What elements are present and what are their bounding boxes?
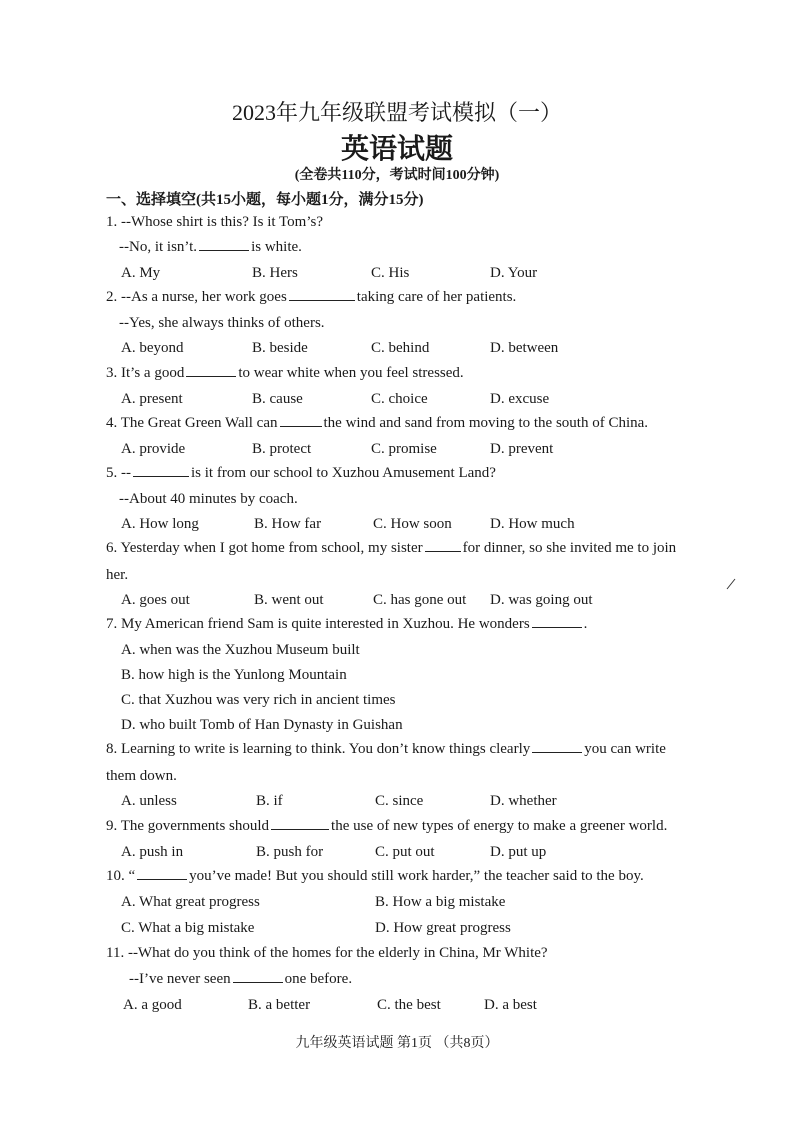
- q10-option-d: D. How great progress: [375, 920, 511, 936]
- q7-option-c: C. that Xuzhou was very rich in ancient times: [121, 692, 396, 708]
- q2-option-d: D. between: [490, 340, 559, 356]
- exam-info: (全卷共110分，考试时间100分钟): [294, 168, 500, 183]
- q1-option-d: D. Your: [490, 265, 538, 281]
- q5-option-c: C. How soon: [373, 516, 452, 532]
- question-8-stem: 8. Learning to write is learning to think. You don’t know things clearly you can write: [106, 741, 666, 757]
- question-10-stem: 10. “ you’ve made! But you should still work harder,” the teacher said to the boy.: [106, 868, 644, 884]
- q7-option-d: D. who built Tomb of Han Dynasty in Guishan: [121, 717, 403, 733]
- q7-option-a: A. when was the Xuzhou Museum built: [121, 642, 360, 658]
- q3-option-b: B. cause: [252, 391, 303, 407]
- question-11-stem: 11. --What do you think of the homes for the elderly in China, Mr White?: [106, 945, 548, 961]
- question-6-stem-cont: her.: [106, 567, 129, 583]
- question-5-stem: 5. -- is it from our school to Xuzhou Amusement Land?: [106, 465, 496, 481]
- q9-option-a: A. push in: [121, 844, 184, 860]
- question-7-stem: 7. My American friend Sam is quite interested in Xuzhou. He wonders .: [106, 616, 588, 632]
- q1-option-c: C. His: [371, 265, 410, 281]
- q1-option-a: A. My: [121, 265, 161, 281]
- question-4-stem: 4. The Great Green Wall can the wind and sand from moving to the south of China.: [106, 415, 649, 431]
- q11-option-d: D. a best: [484, 997, 537, 1013]
- subject-title: 英语试题: [340, 134, 453, 165]
- q2-option-b: B. beside: [252, 340, 308, 356]
- q5-option-b: B. How far: [254, 516, 322, 532]
- q5-option-a: A. How long: [121, 516, 199, 532]
- pen-mark: [726, 578, 736, 590]
- q4-option-a: A. provide: [121, 441, 186, 457]
- q3-option-c: C. choice: [371, 391, 428, 407]
- question-6-stem: 6. Yesterday when I got home from school, my sister for dinner, so she invited me to join: [106, 540, 677, 556]
- q7-option-b: B. how high is the Yunlong Mountain: [121, 667, 347, 683]
- question-5-response: --About 40 minutes by coach.: [119, 491, 298, 507]
- question-2-response: --Yes, she always thinks of others.: [119, 315, 325, 331]
- q8-option-a: A. unless: [121, 793, 177, 809]
- question-8-stem-cont: them down.: [106, 768, 177, 784]
- q11-option-a: A. a good: [123, 997, 182, 1013]
- question-2-stem: 2. --As a nurse, her work goes taking care of her patients.: [106, 289, 517, 305]
- exam-title: 2023年九年级联盟考试模拟（一）: [231, 100, 562, 125]
- section-heading: 一、选择填空(共15小题，每小题1分，满分15分): [106, 192, 424, 208]
- q10-option-b: B. How a big mistake: [375, 894, 506, 910]
- q3-option-d: D. excuse: [490, 391, 550, 407]
- q6-option-c: C. has gone out: [373, 592, 467, 608]
- q8-option-b: B. if: [256, 793, 283, 809]
- q10-option-c: C. What a big mistake: [121, 920, 255, 936]
- q4-option-b: B. protect: [252, 441, 312, 457]
- q3-option-a: A. present: [121, 391, 183, 407]
- q6-option-d: D. was going out: [490, 592, 593, 608]
- q5-option-d: D. How much: [490, 516, 575, 532]
- q1-option-b: B. Hers: [252, 265, 298, 281]
- question-1-response: --No, it isn’t. is white.: [119, 239, 302, 255]
- q8-option-c: C. since: [375, 793, 424, 809]
- q2-option-a: A. beyond: [121, 340, 184, 356]
- q11-option-c: C. the best: [377, 997, 441, 1013]
- question-11-response: --I’ve never seen one before.: [129, 971, 353, 987]
- q6-option-b: B. went out: [254, 592, 324, 608]
- question-3-stem: 3. It’s a good to wear white when you feel stressed.: [106, 365, 464, 381]
- q4-option-c: C. promise: [371, 441, 437, 457]
- question-9-stem: 9. The governments should the use of new types of energy to make a greener world.: [106, 818, 668, 834]
- q9-option-c: C. put out: [375, 844, 435, 860]
- q11-option-b: B. a better: [248, 997, 311, 1013]
- page-footer: 九年级英语试题 第1页 （共8页）: [295, 1036, 499, 1051]
- q10-option-a: A. What great progress: [121, 894, 260, 910]
- q8-option-d: D. whether: [490, 793, 557, 809]
- q4-option-d: D. prevent: [490, 441, 554, 457]
- q9-option-b: B. push for: [256, 844, 324, 860]
- q6-option-a: A. goes out: [121, 592, 190, 608]
- q9-option-d: D. put up: [490, 844, 547, 860]
- q2-option-c: C. behind: [371, 340, 430, 356]
- question-1-stem: 1. --Whose shirt is this? Is it Tom’s?: [106, 214, 323, 230]
